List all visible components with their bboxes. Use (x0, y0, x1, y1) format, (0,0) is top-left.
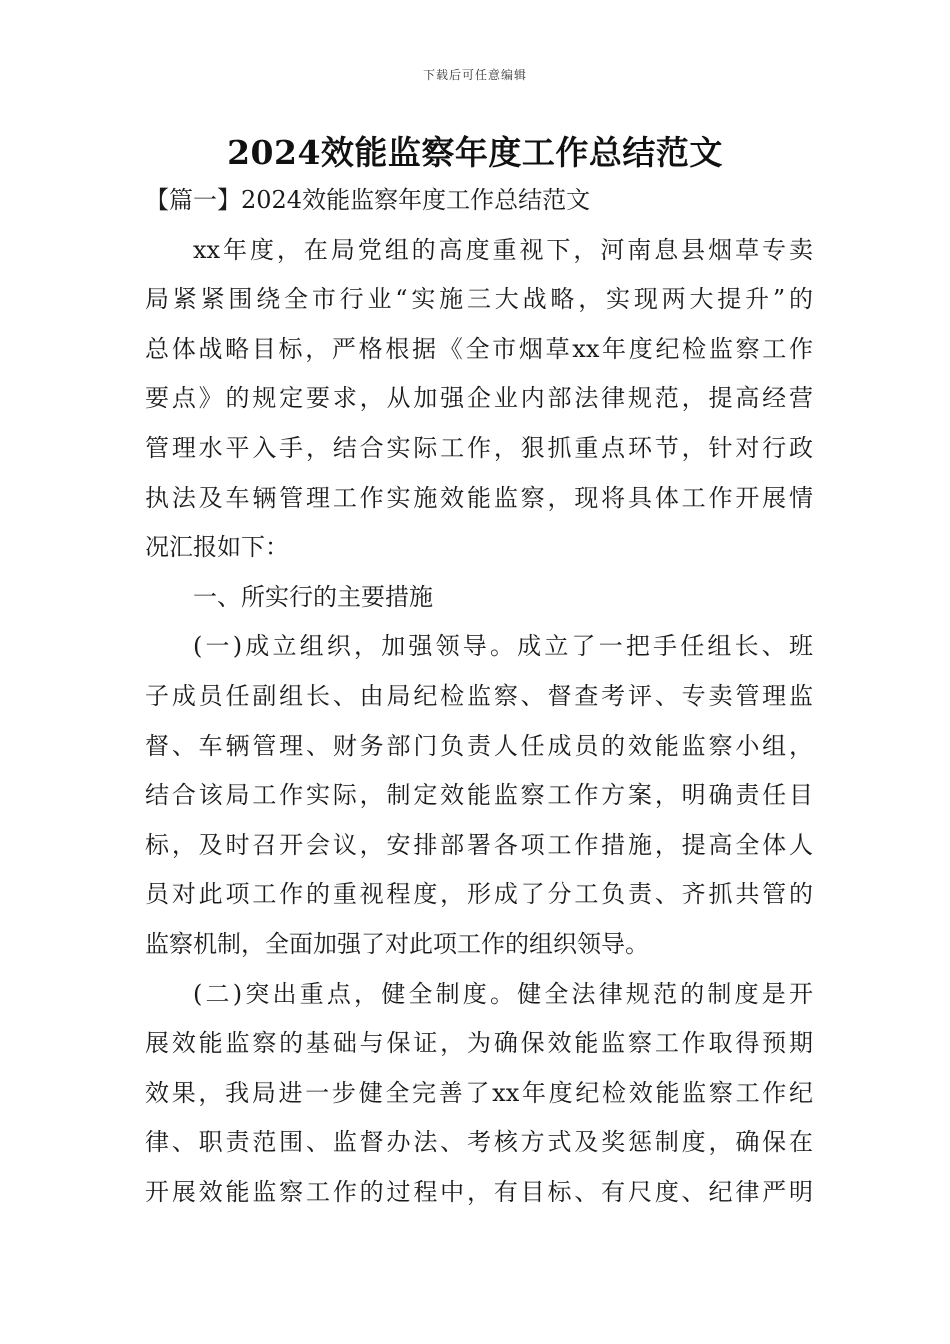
text-line: 执法及车辆管理工作实施效能监察，现将具体工作开展情 (145, 483, 813, 512)
text-line: 子成员任副组长、由局纪检监察、督查考评、专卖管理监 (145, 681, 813, 710)
text-line: 标，及时召开会议，安排部署各项工作措施，提高全体人 (145, 830, 813, 859)
document-body (145, 176, 813, 1217)
text-line: 管理水平入手，结合实际工作，狠抓重点环节，针对行政 (145, 433, 813, 462)
text-line: (一)成立组织，加强领导。成立了一把手任组长、班 (193, 632, 813, 661)
text-line: 展效能监察的基础与保证，为确保效能监察工作取得预期 (145, 1029, 813, 1058)
text-line: 督、车辆管理、财务部门负责人任成员的效能监察小组， (145, 731, 813, 760)
text-line: 开展效能监察工作的过程中，有目标、有尺度、纪律严明 (145, 1177, 813, 1206)
text-line: xx年度，在局党组的高度重视下，河南息县烟草专卖 (193, 235, 813, 264)
header-note: 下载后可任意编辑 (422, 68, 527, 82)
text-line: 局紧紧围绕全市行业“实施三大战略，实现两大提升”的 (145, 285, 813, 314)
text-line: 效果，我局进一步健全完善了xx年度纪检效能监察工作纪 (145, 1078, 813, 1107)
text-line: (二)突出重点，健全制度。健全法律规范的制度是开 (193, 979, 813, 1008)
text-line: 要点》的规定要求，从加强企业内部法律规范，提高经营 (145, 384, 813, 413)
document-title: 2024效能监察年度工作总结范文 (227, 133, 723, 172)
text-line: 结合该局工作实际，制定效能监察工作方案，明确责任目 (145, 781, 813, 810)
text-line: 律、职责范围、监督办法、考核方式及奖惩制度，确保在 (145, 1128, 813, 1157)
text-line: 况汇报如下： (145, 533, 289, 562)
text-line: 监察机制，全面加强了对此项工作的组织领导。 (145, 929, 649, 958)
text-line: 【篇一】2024效能监察年度工作总结范文 (145, 186, 591, 214)
section-heading: 一、所实行的主要措施 (193, 582, 433, 611)
text-line: 总体战略目标，严格根据《全市烟草xx年度纪检监察工作 (145, 334, 813, 363)
text-line: 员对此项工作的重视程度，形成了分工负责、齐抓共管的 (145, 880, 813, 909)
